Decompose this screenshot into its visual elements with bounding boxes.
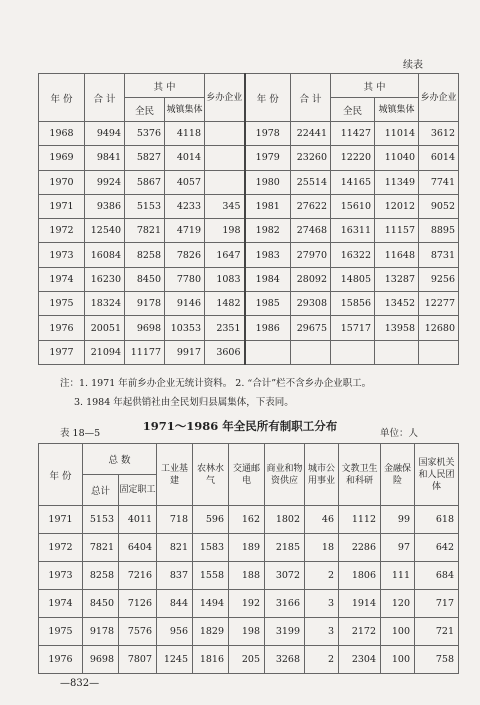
value-cell: 5153 — [83, 506, 119, 534]
year-cell: 1976 — [39, 646, 83, 674]
table-row — [39, 219, 459, 243]
value-cell: 2304 — [339, 646, 381, 674]
header-township: 乡办企业 — [205, 74, 245, 122]
table-row — [39, 340, 459, 364]
value-cell: 1494 — [193, 590, 229, 618]
value-cell: 8895 — [419, 219, 459, 243]
header-urban: 城镇集体 — [165, 98, 205, 122]
value-cell: 13452 — [375, 292, 419, 316]
value-cell: 3166 — [265, 590, 305, 618]
value-cell: 7807 — [119, 646, 157, 674]
value-cell: 9386 — [85, 194, 125, 218]
table-distribution — [38, 443, 459, 674]
value-cell: 18 — [305, 534, 339, 562]
value-cell: 8450 — [83, 590, 119, 618]
b-header-agri: 农林水气 — [193, 444, 229, 506]
value-cell: 9924 — [85, 170, 125, 194]
page-number: —832— — [60, 678, 100, 689]
value-cell: 3612 — [419, 122, 459, 146]
table-unit: 单位：人 — [380, 428, 419, 439]
value-cell: 10353 — [165, 316, 205, 340]
table-row — [39, 534, 459, 562]
value-cell: 12277 — [419, 292, 459, 316]
value-cell: 16311 — [331, 219, 375, 243]
value-cell: 14805 — [331, 267, 375, 291]
year-cell: 1975 — [39, 292, 85, 316]
value-cell: 618 — [415, 506, 459, 534]
value-cell: 1558 — [193, 562, 229, 590]
b-header-gov: 国家机关和人民团体 — [415, 444, 459, 506]
value-cell: 3 — [305, 618, 339, 646]
table-continued — [38, 73, 459, 365]
table-row — [39, 292, 459, 316]
value-cell: 7741 — [419, 170, 459, 194]
value-cell: 1112 — [339, 506, 381, 534]
value-cell: 2172 — [339, 618, 381, 646]
value-cell: 28092 — [291, 267, 331, 291]
year-cell: 1972 — [39, 219, 85, 243]
value-cell: 642 — [415, 534, 459, 562]
value-cell: 97 — [381, 534, 415, 562]
year-cell: 1972 — [39, 534, 83, 562]
value-cell: 3199 — [265, 618, 305, 646]
value-cell: 7216 — [119, 562, 157, 590]
value-cell: 9178 — [125, 292, 165, 316]
value-cell: 1829 — [193, 618, 229, 646]
year-cell: 1985 — [245, 292, 291, 316]
value-cell: 758 — [415, 646, 459, 674]
value-cell: 5827 — [125, 146, 165, 170]
value-cell: 13287 — [375, 267, 419, 291]
header-year: 年 份 — [39, 74, 85, 122]
value-cell: 6014 — [419, 146, 459, 170]
value-cell: 46 — [305, 506, 339, 534]
year-cell: 1980 — [245, 170, 291, 194]
table-row — [39, 316, 459, 340]
note-line-1: 注：1. 1971 年前乡办企业无统计资料。 2. “合计”栏不含乡办企业职工。 — [60, 378, 372, 389]
year-cell: 1983 — [245, 243, 291, 267]
header-urban-2: 城镇集体 — [375, 98, 419, 122]
b-header-industry: 工业基建 — [157, 444, 193, 506]
value-cell — [419, 340, 459, 364]
value-cell: 684 — [415, 562, 459, 590]
year-cell: 1977 — [39, 340, 85, 364]
value-cell: 14165 — [331, 170, 375, 194]
year-cell: 1984 — [245, 267, 291, 291]
value-cell: 100 — [381, 646, 415, 674]
value-cell: 7826 — [165, 243, 205, 267]
value-cell: 8258 — [83, 562, 119, 590]
header-total: 合 计 — [85, 74, 125, 122]
b-header-transport: 交通邮电 — [229, 444, 265, 506]
year-cell: 1968 — [39, 122, 85, 146]
year-cell: 1970 — [39, 170, 85, 194]
b-header-commerce: 商业和物资供应 — [265, 444, 305, 506]
value-cell: 16322 — [331, 243, 375, 267]
value-cell: 956 — [157, 618, 193, 646]
value-cell: 345 — [205, 194, 245, 218]
value-cell: 3606 — [205, 340, 245, 364]
b-header-public: 城市公用事业 — [305, 444, 339, 506]
value-cell: 2185 — [265, 534, 305, 562]
table-row — [39, 243, 459, 267]
table-row — [39, 146, 459, 170]
b-header-year: 年 份 — [39, 444, 83, 506]
value-cell: 837 — [157, 562, 193, 590]
table-row — [39, 590, 459, 618]
value-cell: 3268 — [265, 646, 305, 674]
value-cell: 188 — [229, 562, 265, 590]
value-cell: 9052 — [419, 194, 459, 218]
value-cell: 4719 — [165, 219, 205, 243]
value-cell: 721 — [415, 618, 459, 646]
year-cell: 1973 — [39, 243, 85, 267]
value-cell: 9494 — [85, 122, 125, 146]
value-cell: 27622 — [291, 194, 331, 218]
value-cell: 2 — [305, 646, 339, 674]
value-cell: 8450 — [125, 267, 165, 291]
value-cell: 1914 — [339, 590, 381, 618]
year-cell: 1978 — [245, 122, 291, 146]
value-cell — [205, 146, 245, 170]
year-cell: 1974 — [39, 267, 85, 291]
value-cell: 4014 — [165, 146, 205, 170]
value-cell: 1083 — [205, 267, 245, 291]
value-cell: 7576 — [119, 618, 157, 646]
value-cell: 9841 — [85, 146, 125, 170]
value-cell — [205, 170, 245, 194]
value-cell: 5376 — [125, 122, 165, 146]
value-cell: 1802 — [265, 506, 305, 534]
value-cell: 1583 — [193, 534, 229, 562]
value-cell: 11040 — [375, 146, 419, 170]
value-cell: 5153 — [125, 194, 165, 218]
value-cell: 9256 — [419, 267, 459, 291]
table-title: 1971～1986 年全民所有制职工分布 — [142, 419, 338, 433]
value-cell: 1806 — [339, 562, 381, 590]
value-cell: 12012 — [375, 194, 419, 218]
b-header-fixed: 固定职工 — [119, 475, 157, 506]
table-number: 表 18—5 — [60, 428, 101, 439]
value-cell: 11648 — [375, 243, 419, 267]
value-cell: 1816 — [193, 646, 229, 674]
value-cell: 20051 — [85, 316, 125, 340]
b-header-total: 总计 — [83, 475, 119, 506]
value-cell: 120 — [381, 590, 415, 618]
header-total-2: 合 计 — [291, 74, 331, 122]
b-header-finance: 金融保险 — [381, 444, 415, 506]
header-state-2: 全民 — [331, 98, 375, 122]
b-header-culture: 文教卫生和科研 — [339, 444, 381, 506]
value-cell: 22441 — [291, 122, 331, 146]
header-state: 全民 — [125, 98, 165, 122]
value-cell: 15610 — [331, 194, 375, 218]
value-cell: 111 — [381, 562, 415, 590]
value-cell: 29308 — [291, 292, 331, 316]
value-cell: 13958 — [375, 316, 419, 340]
value-cell: 12220 — [331, 146, 375, 170]
value-cell: 16084 — [85, 243, 125, 267]
value-cell: 4233 — [165, 194, 205, 218]
year-cell: 1979 — [245, 146, 291, 170]
value-cell: 3 — [305, 590, 339, 618]
value-cell — [375, 340, 419, 364]
year-cell: 1986 — [245, 316, 291, 340]
value-cell: 25514 — [291, 170, 331, 194]
value-cell: 2 — [305, 562, 339, 590]
table-row — [39, 122, 459, 146]
value-cell: 99 — [381, 506, 415, 534]
value-cell: 100 — [381, 618, 415, 646]
value-cell: 9146 — [165, 292, 205, 316]
value-cell: 7126 — [119, 590, 157, 618]
value-cell: 205 — [229, 646, 265, 674]
year-cell: 1973 — [39, 562, 83, 590]
value-cell: 7821 — [125, 219, 165, 243]
value-cell: 11014 — [375, 122, 419, 146]
header-year-2: 年 份 — [245, 74, 291, 122]
value-cell: 4057 — [165, 170, 205, 194]
table-row — [39, 646, 459, 674]
year-cell: 1971 — [39, 506, 83, 534]
value-cell — [205, 122, 245, 146]
value-cell: 11349 — [375, 170, 419, 194]
value-cell: 844 — [157, 590, 193, 618]
value-cell: 4118 — [165, 122, 205, 146]
year-cell: 1982 — [245, 219, 291, 243]
value-cell: 8731 — [419, 243, 459, 267]
year-cell: 1976 — [39, 316, 85, 340]
note-line-2: 3. 1984 年起供销社由全民划归县属集体，下表同。 — [74, 397, 294, 408]
value-cell: 12680 — [419, 316, 459, 340]
value-cell: 5867 — [125, 170, 165, 194]
table-row — [39, 618, 459, 646]
value-cell: 7780 — [165, 267, 205, 291]
value-cell: 8258 — [125, 243, 165, 267]
value-cell: 27970 — [291, 243, 331, 267]
header-among: 其 中 — [125, 74, 205, 98]
value-cell: 1647 — [205, 243, 245, 267]
value-cell: 6404 — [119, 534, 157, 562]
value-cell: 192 — [229, 590, 265, 618]
value-cell: 1245 — [157, 646, 193, 674]
year-cell: 1981 — [245, 194, 291, 218]
value-cell: 2351 — [205, 316, 245, 340]
value-cell — [291, 340, 331, 364]
value-cell: 7821 — [83, 534, 119, 562]
value-cell: 162 — [229, 506, 265, 534]
value-cell: 11177 — [125, 340, 165, 364]
value-cell: 9917 — [165, 340, 205, 364]
value-cell: 18324 — [85, 292, 125, 316]
value-cell: 198 — [229, 618, 265, 646]
year-cell: 1969 — [39, 146, 85, 170]
value-cell: 2286 — [339, 534, 381, 562]
value-cell: 29675 — [291, 316, 331, 340]
value-cell: 9178 — [83, 618, 119, 646]
value-cell: 189 — [229, 534, 265, 562]
value-cell: 21094 — [85, 340, 125, 364]
value-cell: 4011 — [119, 506, 157, 534]
table-row — [39, 506, 459, 534]
table-row — [39, 562, 459, 590]
header-among-2: 其 中 — [331, 74, 419, 98]
value-cell: 27468 — [291, 219, 331, 243]
value-cell: 15717 — [331, 316, 375, 340]
value-cell: 718 — [157, 506, 193, 534]
continued-label: 续表 — [403, 60, 423, 71]
table-row — [39, 267, 459, 291]
table-row — [39, 194, 459, 218]
value-cell: 9698 — [125, 316, 165, 340]
value-cell: 12540 — [85, 219, 125, 243]
b-header-total-group: 总 数 — [83, 444, 157, 475]
value-cell: 1482 — [205, 292, 245, 316]
value-cell: 717 — [415, 590, 459, 618]
value-cell: 9698 — [83, 646, 119, 674]
year-cell: 1974 — [39, 590, 83, 618]
year-cell: 1971 — [39, 194, 85, 218]
value-cell — [331, 340, 375, 364]
value-cell: 198 — [205, 219, 245, 243]
value-cell: 23260 — [291, 146, 331, 170]
value-cell: 11157 — [375, 219, 419, 243]
value-cell: 3072 — [265, 562, 305, 590]
value-cell: 596 — [193, 506, 229, 534]
value-cell: 11427 — [331, 122, 375, 146]
year-cell: 1975 — [39, 618, 83, 646]
header-township-2: 乡办企业 — [419, 74, 459, 122]
value-cell: 15856 — [331, 292, 375, 316]
year-cell — [245, 340, 291, 364]
value-cell: 16230 — [85, 267, 125, 291]
table-row — [39, 170, 459, 194]
value-cell: 821 — [157, 534, 193, 562]
